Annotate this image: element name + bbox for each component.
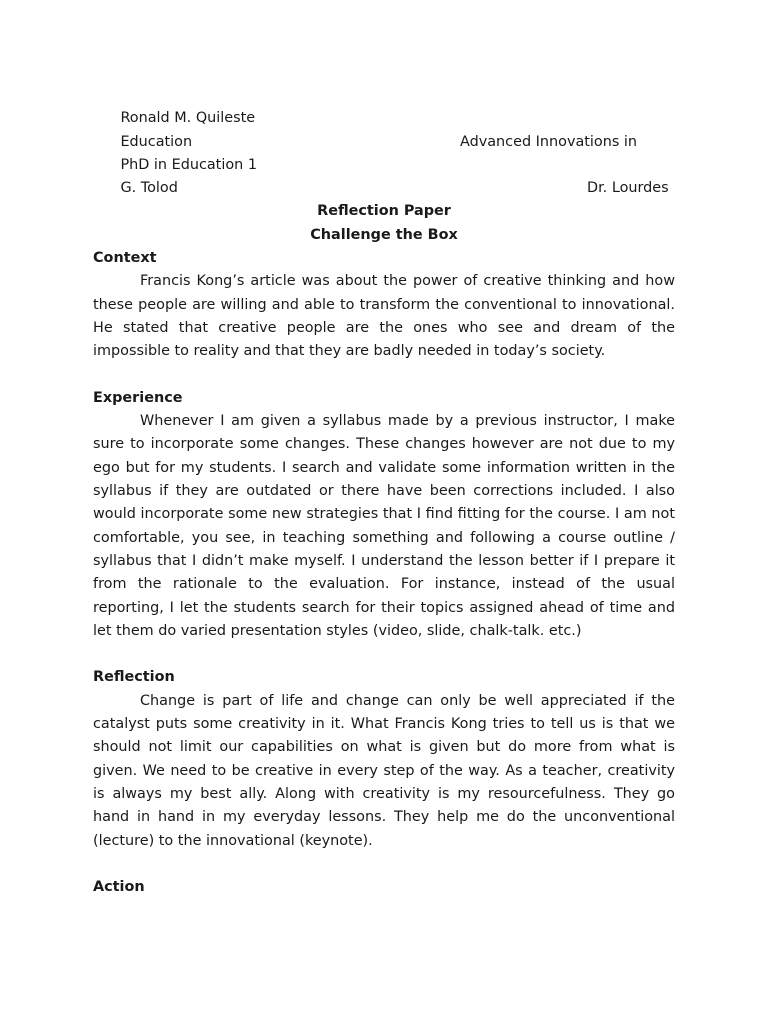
paper-subtitle: Challenge the Box [310,226,458,243]
paragraph-reflection: Change is part of life and change can only be well appreciated if the catalyst puts some creativity in it. What Francis Kong tries to tell us is that we should not limit our capabilities on what is given but do more from what is given. We need to be creative in every step of the way. As a teacher, creativity is always my best ally. Along with creativity is my resourcefulness. They go hand in hand in my everyday lessons. They help me do the unconventional (lecture) to the innovational (keynote). [93,692,675,849]
document-content [93,84,675,899]
spacer [93,643,675,666]
paragraph-experience: Whenever I am given a syllabus made by a previous instructor, I make sure to incorporate some changes. These changes however are not due to my ego but for my students. I search and validate some information written in the syllabus if they are outdated or there have been corrections included. I also would incorporate some new strategies that I find fitting for the course. I am not comfortable, you see, in teaching something and following a course outline / syllabus that I didn’t make myself. I understand the lesson better if I prepare it from the rationale to the evaluation. For instance, instead of the usual reporting, I let the students search for their topics assigned ahead of time and let them do varied presentation styles (video, slide, chalk-talk. etc.) [93,413,675,639]
paper-title: Reflection Paper [317,203,451,220]
course-title-continued: Education [120,133,193,150]
section-heading-reflection: Reflection [93,669,175,686]
section-heading-experience: Experience [93,389,183,406]
instructor-name-continued: G. Tolod [120,180,178,197]
paragraph-context: Francis Kong’s article was about the power of creative thinking and how these people are willing and able to transform the conventional to innovational. He stated that creative people are the ones who see and dream of the impossible to reality and that they are badly needed in today’s society. [93,273,675,360]
section-heading-action: Action [93,879,145,896]
spacer [93,364,675,387]
course-title: Advanced Innovations in [460,133,638,150]
title-block [93,200,675,247]
spacer [93,853,675,876]
section-heading-context: Context [93,250,157,267]
program-name: PhD in Education 1 [120,156,257,173]
instructor-name: Dr. Lourdes [587,180,669,197]
author-name: Ronald M. Quileste [120,110,256,127]
